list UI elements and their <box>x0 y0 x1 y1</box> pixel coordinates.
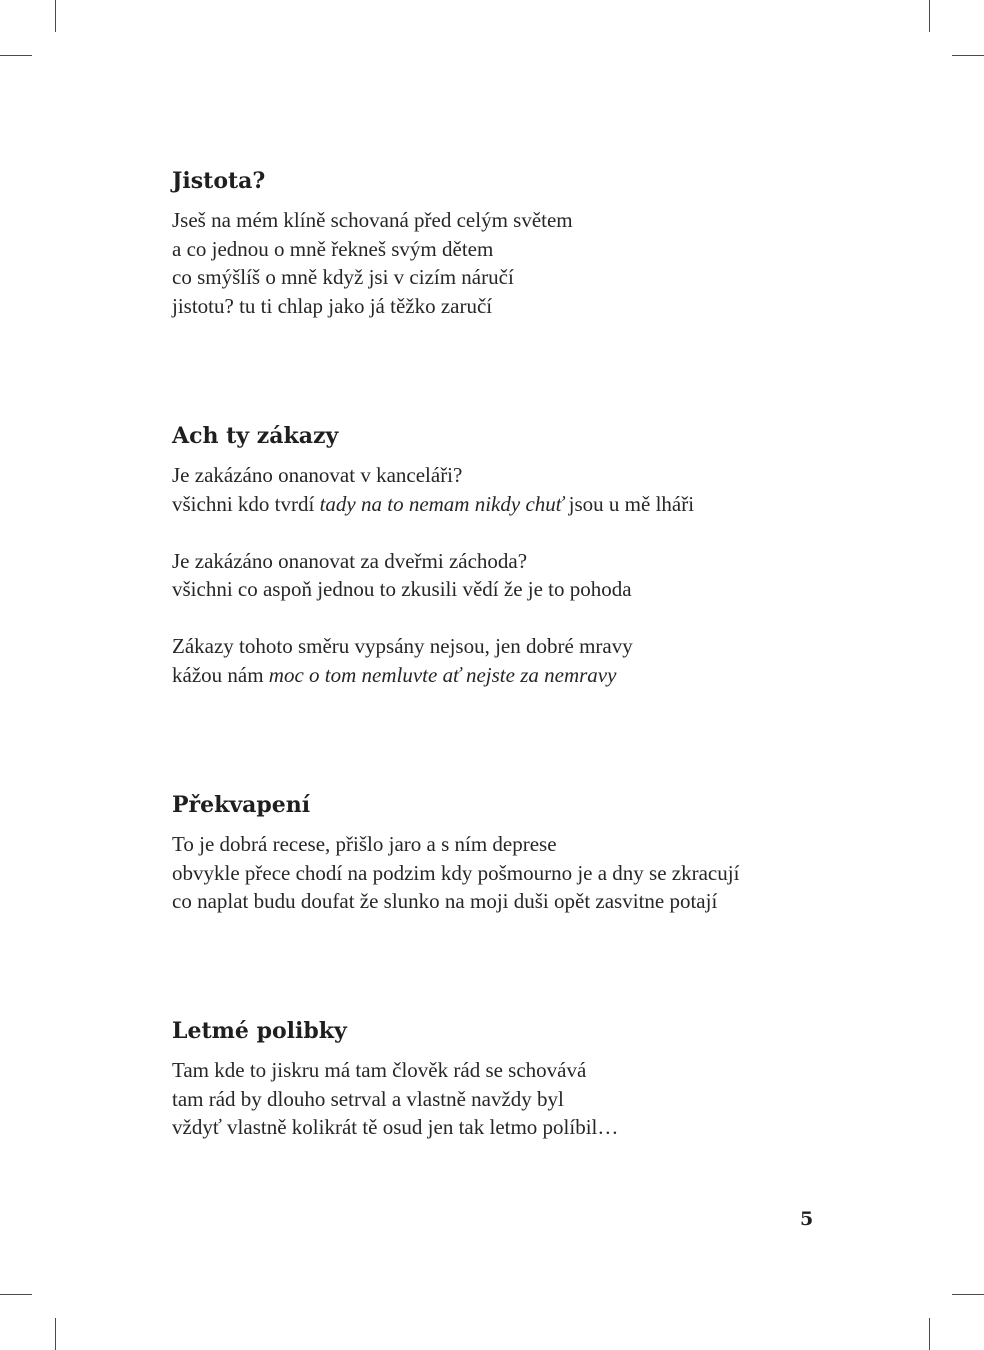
poem-prekvapeni <box>172 790 822 916</box>
poem-line: Jseš na mém klíně schovaná před celým světem <box>172 208 573 232</box>
poem-line: To je dobrá recese, přišlo jaro a s ním deprese <box>172 832 557 856</box>
line-text: všichni kdo tvrdí <box>172 491 320 516</box>
poem-line: jistotu? tu ti chlap jako já těžko zaručí <box>172 293 493 318</box>
crop-mark <box>929 1318 930 1350</box>
poem-line: Tam kde to jiskru má tam člověk rád se schovává <box>172 1058 587 1082</box>
page-number: 5 <box>800 1208 814 1230</box>
poem-line: Zákazy tohoto směru vypsány nejsou, jen dobré mravy <box>172 634 633 658</box>
stanza <box>172 1056 822 1142</box>
crop-mark <box>55 1318 56 1350</box>
stanza <box>172 632 822 689</box>
poem-title: Jistota? <box>172 168 266 194</box>
crop-mark <box>952 55 984 56</box>
poem-line: co smýšlíš o mně když jsi v cizím náručí <box>172 265 514 289</box>
poem-title: Překvapení <box>172 792 311 818</box>
poem-line: obvykle přece chodí na podzim kdy pošmourno je a dny se zkracují <box>172 860 740 885</box>
italic-quote: tady na to nemam nikdy chuť <box>319 491 564 516</box>
stanza <box>172 830 822 916</box>
poem-line: všichni co aspoň jednou to zkusili vědí že je to pohoda <box>172 577 632 601</box>
poem-title: Ach ty zákazy <box>172 423 339 449</box>
poem-letme-polibky <box>172 1016 822 1142</box>
poem-line: a co jednou o mně řekneš svým dětem <box>172 236 494 261</box>
stanza <box>172 461 822 518</box>
stanza <box>172 547 822 604</box>
poem-line <box>172 490 822 519</box>
crop-mark <box>0 55 32 56</box>
crop-mark <box>952 1294 984 1295</box>
poem-line: co naplat budu doufat že slunko na moji duši opět zasvitne potají <box>172 889 718 913</box>
italic-quote: moc o tom nemluvte ať nejste za nemravy <box>268 662 617 687</box>
crop-mark <box>55 0 56 32</box>
line-text: jsou u mě lháři <box>563 491 695 516</box>
line-text: kážou nám <box>172 662 269 687</box>
poem-line: vždyť vlastně kolikrát tě osud jen tak letmo políbil… <box>172 1115 619 1139</box>
crop-mark <box>929 0 930 32</box>
poem-line: Je zakázáno onanovat za dveřmi záchoda? <box>172 548 528 573</box>
poem-jistota <box>172 166 822 320</box>
poem-title: Letmé polibky <box>172 1018 347 1044</box>
poem-line <box>172 661 822 690</box>
crop-mark <box>0 1294 32 1295</box>
stanza <box>172 206 822 320</box>
poem-line: Je zakázáno onanovat v kanceláři? <box>172 463 463 487</box>
poem-ach-ty-zakazy <box>172 421 822 689</box>
poem-line: tam rád by dlouho setrval a vlastně navždy byl <box>172 1086 564 1111</box>
